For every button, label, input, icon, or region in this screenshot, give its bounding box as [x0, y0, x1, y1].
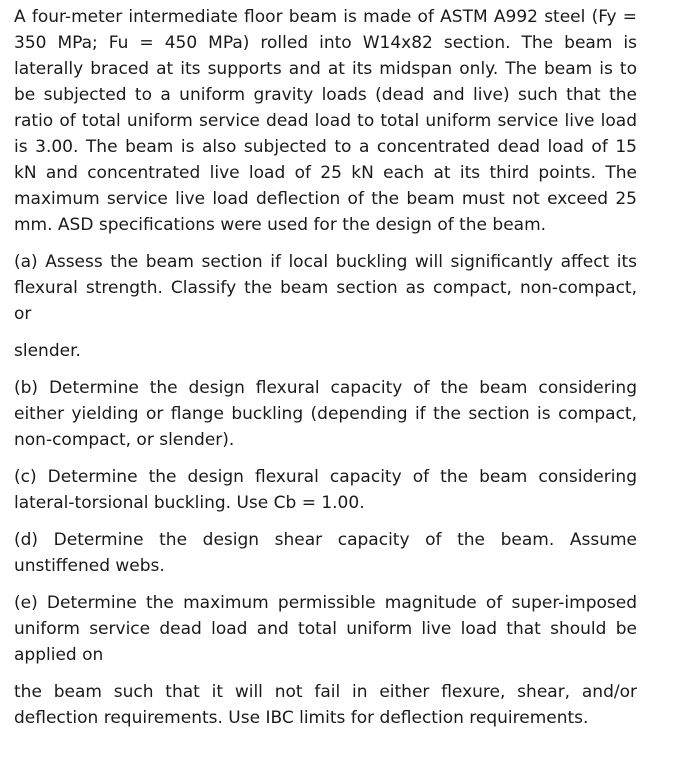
part-e-continuation: the beam such that it will not fail in either flexure, shear, and/or deflection requirements. Use IBC limits for deflection requirements. — [14, 682, 637, 728]
part-b-text: (b) Determine the design flexural capacity of the beam considering either yielding or flange buckling (depending if the section is compact, non-compact, or slender). — [14, 378, 637, 450]
part-d-text: (d) Determine the design shear capacity of the beam. Assume unstiffened webs. — [14, 530, 637, 576]
part-a-text: (a) Assess the beam section if local buckling will significantly affect its flexural strength. Classify the beam section as compact, non-compact, or — [14, 252, 637, 324]
part-a-continuation: slender. — [14, 341, 81, 361]
problem-document — [14, 4, 637, 731]
part-e-text: (e) Determine the maximum permissible magnitude of super-imposed uniform service dead load and total uniform live load that should be applied on — [14, 593, 637, 665]
problem-intro: A four-meter intermediate floor beam is made of ASTM A992 steel (Fy = 350 MPa; Fu = 450 MPa) rolled into W14x82 section. The beam is laterally braced at its supports and at its midspan only. The beam is to be subjected to a uniform gravity loads (dead and live) such that the ratio of total uniform service dead load to total uniform service live load is 3.00. The beam is also subjected to a concentrated dead load of 15 kN and concentrated live load of 25 kN each at its third points. The maximum service live load deflection of the beam must not exceed 25 mm. ASD specifications were used for the design of the beam. — [14, 7, 637, 235]
part-c-text: (c) Determine the design flexural capacity of the beam considering lateral-torsional buckling. Use Cb = 1.00. — [14, 467, 637, 513]
